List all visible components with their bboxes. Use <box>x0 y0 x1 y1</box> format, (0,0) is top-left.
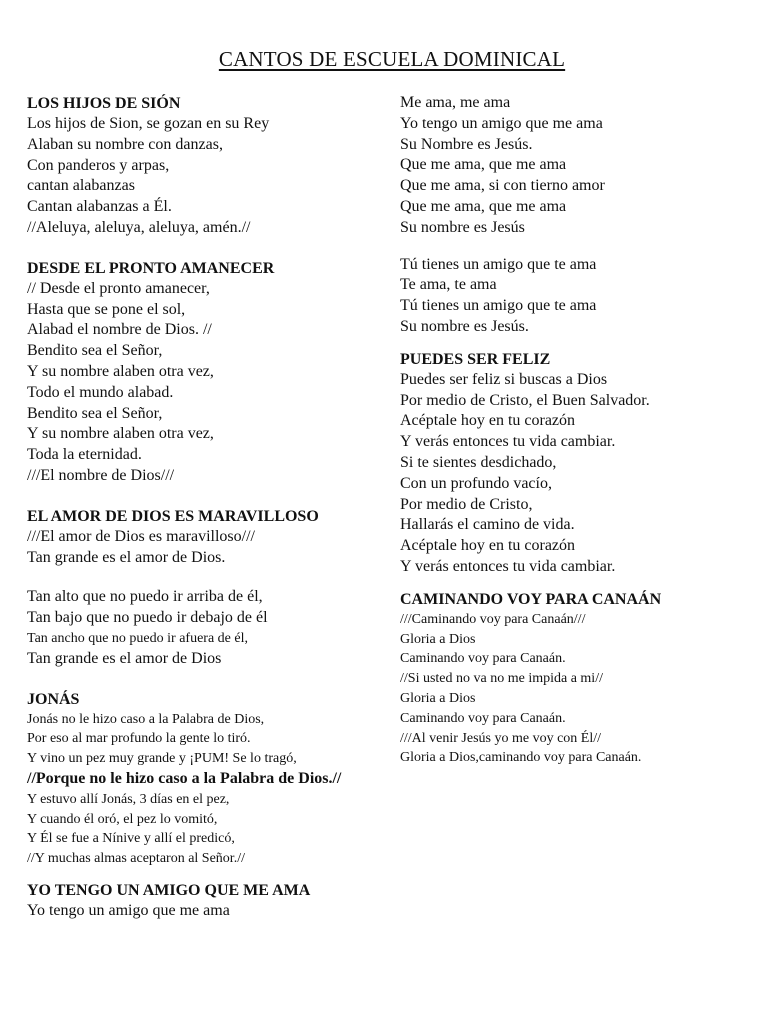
lyric-line: Tan grande es el amor de Dios. <box>27 548 226 566</box>
lyric-line: Y verás entonces tu vida cambiar. <box>400 557 616 575</box>
lyric-line: Con un profundo vacío, <box>400 474 552 492</box>
song-caminando-voy-para-canaan <box>400 589 760 768</box>
lyric-line: Yo tengo un amigo que me ama <box>27 901 230 919</box>
lyric-line: Hallarás el camino de vida. <box>400 516 575 534</box>
lyric-line: Acéptale hoy en tu corazón <box>400 412 576 430</box>
lyric-line: Gloria a Dios <box>400 690 476 706</box>
lyric-line: Con panderos y arpas, <box>27 156 170 174</box>
lyric-line: Que me ama, que me ama <box>400 197 567 215</box>
song-title: JONÁS <box>27 690 80 708</box>
song-title: EL AMOR DE DIOS ES MARAVILLOSO <box>27 507 319 525</box>
lyric-line: Y su nombre alaben otra vez, <box>27 362 214 380</box>
lyric-line: Por eso al mar profundo la gente lo tiró. <box>27 731 251 747</box>
lyric-line: Y vino un pez muy grande y ¡PUM! Se lo tragó, <box>27 751 297 767</box>
lyric-line: Cantan alabanzas a Él. <box>27 198 172 216</box>
lyric-line: Caminando voy para Canaán. <box>400 651 566 667</box>
lyric-line: Y cuando él oró, el pez lo vomitó, <box>27 811 218 827</box>
lyric-line: Tan grande es el amor de Dios <box>27 649 222 667</box>
lyric-line: Acéptale hoy en tu corazón <box>400 537 576 555</box>
lyric-line: Hasta que se pone el sol, <box>27 300 186 318</box>
song-title: LOS HIJOS DE SIÓN <box>27 95 181 112</box>
lyric-line: Por medio de Cristo, el Buen Salvador. <box>400 391 650 409</box>
lyric-line: Yo tengo un amigo que me ama <box>400 114 603 132</box>
lyric-line: Toda la eternidad. <box>27 446 142 464</box>
song-title: PUEDES SER FELIZ <box>400 350 551 368</box>
lyric-line: //Porque no le hizo caso a la Palabra de Dios.// <box>27 769 342 787</box>
lyric-line: Su Nombre es Jesús. <box>400 135 533 153</box>
song-yo-tengo-un-amigo <box>27 880 387 922</box>
lyric-line: cantan alabanzas <box>27 177 135 195</box>
lyric-line: Su nombre es Jesús. <box>400 317 529 335</box>
lyric-line: ///El amor de Dios es maravilloso/// <box>27 527 255 545</box>
lyric-line: Puedes ser feliz si buscas a Dios <box>400 370 608 388</box>
song-title: CAMINANDO VOY PARA CANAÁN <box>400 590 662 608</box>
lyric-line: Alaban su nombre con danzas, <box>27 135 223 153</box>
lyric-line: Me ama, me ama <box>400 94 511 111</box>
lyric-line: Tan bajo que no puedo ir debajo de él <box>27 609 268 627</box>
lyric-line: Bendito sea el Señor, <box>27 342 163 360</box>
lyric-line: Por medio de Cristo, <box>400 495 533 513</box>
lyric-line: Que me ama, si con tierno amor <box>400 177 605 195</box>
lyric-line: Que me ama, que me ama <box>400 156 567 174</box>
lyric-line: Todo el mundo alabad. <box>27 383 174 401</box>
lyric-line: Tan ancho que no puedo ir afuera de él, <box>27 630 248 646</box>
page-title: CANTOS DE ESCUELA DOMINICAL <box>218 47 566 71</box>
lyric-line: Y estuvo allí Jonás, 3 días en el pez, <box>27 791 230 807</box>
lyric-line: Los hijos de Sion, se gozan en su Rey <box>27 115 270 132</box>
lyric-line: Gloria a Dios <box>400 631 476 647</box>
song-jonas <box>27 689 387 869</box>
lyric-line: Tú tienes un amigo que te ama <box>400 297 597 315</box>
lyric-line: Gloria a Dios,caminando voy para Canaán. <box>400 750 642 766</box>
left-column <box>27 93 387 922</box>
lyric-line: Y Él se fue a Nínive y allí el predicó, <box>27 831 235 847</box>
lyric-line: Bendito sea el Señor, <box>27 404 163 422</box>
lyric-line: Su nombre es Jesús <box>400 218 525 236</box>
song-title: DESDE EL PRONTO AMANECER <box>27 259 275 277</box>
song-el-amor-de-dios <box>27 506 387 670</box>
lyric-line: Tú tienes un amigo que te ama <box>400 255 597 273</box>
song-los-hijos-de-sion <box>27 93 387 239</box>
lyric-line: //Aleluya, aleluya, aleluya, amén.// <box>27 218 251 236</box>
lyric-line: Caminando voy para Canaán. <box>400 710 566 726</box>
lyric-line: Y su nombre alaben otra vez, <box>27 425 214 443</box>
song-puedes-ser-feliz <box>400 349 760 578</box>
lyric-line: ///El nombre de Dios/// <box>27 466 175 484</box>
lyric-line: ///Al venir Jesús yo me voy con Él// <box>400 730 602 746</box>
song-yo-tengo-un-amigo-continued <box>400 93 760 338</box>
lyric-line: // Desde el pronto amanecer, <box>27 279 210 297</box>
lyric-line: //Si usted no va no me impida a mi// <box>400 671 603 687</box>
lyric-line: Alabad el nombre de Dios. // <box>27 321 212 339</box>
lyric-line: ///Caminando voy para Canaán/// <box>400 611 586 627</box>
lyric-line: Y verás entonces tu vida cambiar. <box>400 433 616 451</box>
lyric-line: Te ama, te ama <box>400 276 497 294</box>
lyric-line: Tan alto que no puedo ir arriba de él, <box>27 588 263 606</box>
lyric-line: //Y muchas almas aceptaron al Señor.// <box>27 851 245 867</box>
lyric-line: Si te sientes desdichado, <box>400 453 557 471</box>
lyric-line: Jonás no le hizo caso a la Palabra de Dios, <box>27 711 265 727</box>
song-desde-el-pronto-amanecer <box>27 258 387 487</box>
song-title: YO TENGO UN AMIGO QUE ME AMA <box>27 881 311 899</box>
right-column <box>400 93 760 768</box>
